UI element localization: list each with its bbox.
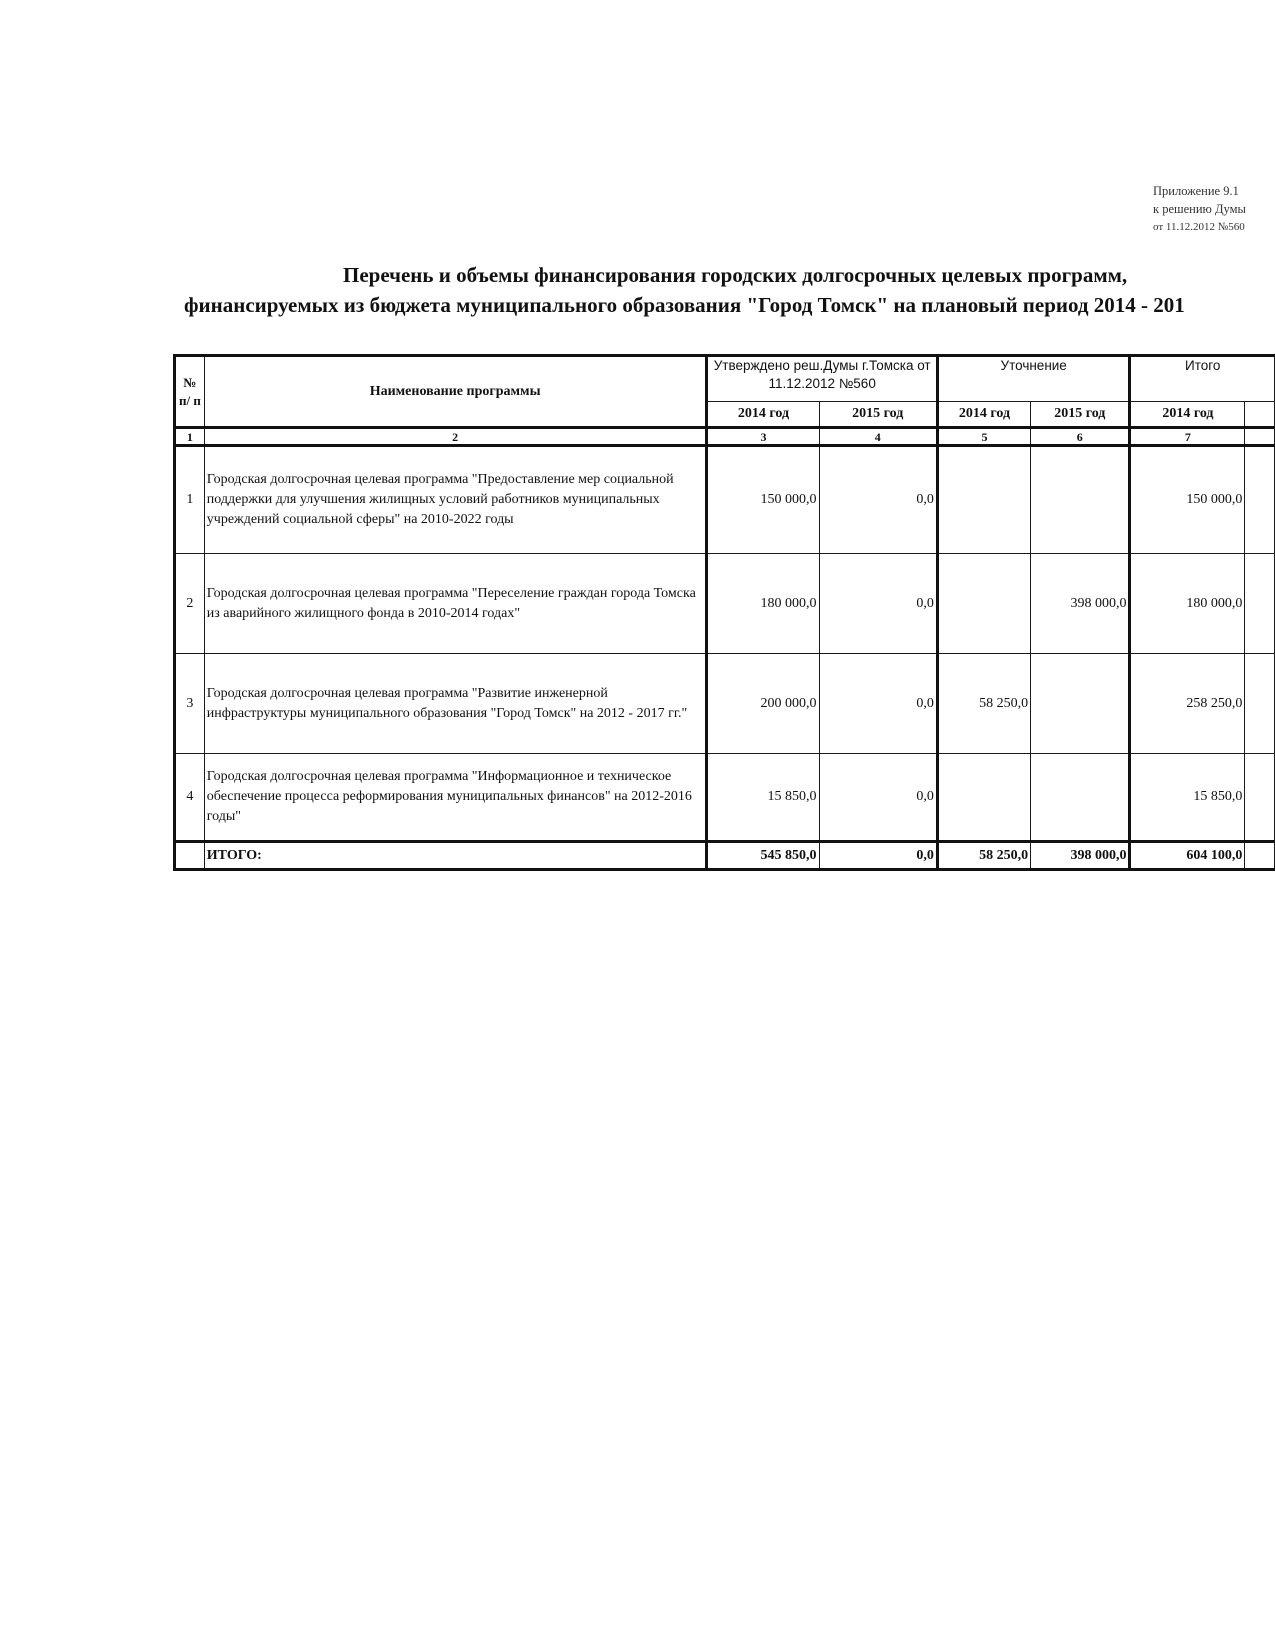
table-row xyxy=(175,754,1275,842)
total-2014: 180 000,0 xyxy=(1130,554,1245,654)
header-approved: Утверждено реш.Думы г.Томска от 11.12.2012 №560 xyxy=(707,356,937,402)
program-name: Городская долгосрочная целевая программа "Развитие инженерной инфраструктуры муниципального образования "Город Томск" на 2012 - 2017 гг." xyxy=(204,654,707,754)
row-num: 1 xyxy=(175,446,205,554)
header-year-total-2014: 2014 год xyxy=(1130,402,1245,428)
colnum-4: 4 xyxy=(819,428,937,446)
appendix-line-2: к решению Думы xyxy=(1153,202,1246,216)
clarification-2015 xyxy=(1031,654,1130,754)
total-2014: 258 250,0 xyxy=(1130,654,1245,754)
table-row xyxy=(175,654,1275,754)
total-clarification-2015: 398 000,0 xyxy=(1031,842,1130,870)
clarification-2015 xyxy=(1031,754,1130,842)
approved-2014: 15 850,0 xyxy=(707,754,819,842)
colnum-6: 6 xyxy=(1031,428,1130,446)
programs-table xyxy=(173,354,1275,871)
document-title-line-1: Перечень и объемы финансирования городских долгосрочных целевых программ, xyxy=(343,263,1128,287)
approved-2015: 0,0 xyxy=(819,754,937,842)
clarification-2014: 58 250,0 xyxy=(937,654,1030,754)
total-cut xyxy=(1245,554,1275,654)
row-num: 4 xyxy=(175,754,205,842)
approved-2015: 0,0 xyxy=(819,654,937,754)
program-name: Городская долгосрочная целевая программа "Переселение граждан города Томска из аварийного жилищного фонда в 2010-2014 годах" xyxy=(204,554,707,654)
header-clarification: Уточнение xyxy=(937,356,1130,402)
appendix-line-3: от 11.12.2012 №560 xyxy=(1153,221,1245,233)
header-year-approved-2015: 2015 год xyxy=(819,402,937,428)
table-row xyxy=(175,554,1275,654)
colnum-7: 7 xyxy=(1130,428,1245,446)
document-title-line-2: финансируемых из бюджета муниципального образования "Город Томск" на плановый период 2014 - 201 xyxy=(184,293,1185,317)
approved-2014: 180 000,0 xyxy=(707,554,819,654)
row-num: 3 xyxy=(175,654,205,754)
clarification-2014 xyxy=(937,754,1030,842)
total-total-2014: 604 100,0 xyxy=(1130,842,1245,870)
header-year-clar-2014: 2014 год xyxy=(937,402,1030,428)
header-year-total-cut xyxy=(1245,402,1275,428)
row-num: 2 xyxy=(175,554,205,654)
appendix-note xyxy=(1153,182,1246,236)
total-cut xyxy=(1245,842,1275,870)
clarification-2015: 398 000,0 xyxy=(1031,554,1130,654)
colnum-3: 3 xyxy=(707,428,819,446)
approved-2015: 0,0 xyxy=(819,554,937,654)
header-total: Итого xyxy=(1130,356,1275,402)
header-year-clar-2015: 2015 год xyxy=(1031,402,1130,428)
approved-2014: 150 000,0 xyxy=(707,446,819,554)
total-cut xyxy=(1245,754,1275,842)
total-label: ИТОГО: xyxy=(204,842,707,870)
approved-2014: 200 000,0 xyxy=(707,654,819,754)
total-cut xyxy=(1245,654,1275,754)
appendix-line-1: Приложение 9.1 xyxy=(1153,184,1239,198)
colnum-1: 1 xyxy=(175,428,205,446)
total-2014: 15 850,0 xyxy=(1130,754,1245,842)
total-cut xyxy=(1245,446,1275,554)
header-year-approved-2014: 2014 год xyxy=(707,402,819,428)
colnum-5: 5 xyxy=(937,428,1030,446)
program-name: Городская долгосрочная целевая программа "Предоставление мер социальной поддержки для улучшения жилищных условий работников муниципальных учреждений социальной сферы" на 2010-2022 годы xyxy=(204,446,707,554)
total-row xyxy=(175,842,1275,870)
total-num xyxy=(175,842,205,870)
approved-2015: 0,0 xyxy=(819,446,937,554)
total-2014: 150 000,0 xyxy=(1130,446,1245,554)
total-clarification-2014: 58 250,0 xyxy=(937,842,1030,870)
header-num: № п/ п xyxy=(175,356,205,428)
colnum-2: 2 xyxy=(204,428,707,446)
clarification-2015 xyxy=(1031,446,1130,554)
total-approved-2015: 0,0 xyxy=(819,842,937,870)
clarification-2014 xyxy=(937,554,1030,654)
colnum-8 xyxy=(1245,428,1275,446)
table-row xyxy=(175,446,1275,554)
header-program-name: Наименование программы xyxy=(204,356,707,428)
total-approved-2014: 545 850,0 xyxy=(707,842,819,870)
program-name: Городская долгосрочная целевая программа "Информационное и техническое обеспечение процесса реформирования муниципальных финансов" на 2012-2016 годы" xyxy=(204,754,707,842)
clarification-2014 xyxy=(937,446,1030,554)
